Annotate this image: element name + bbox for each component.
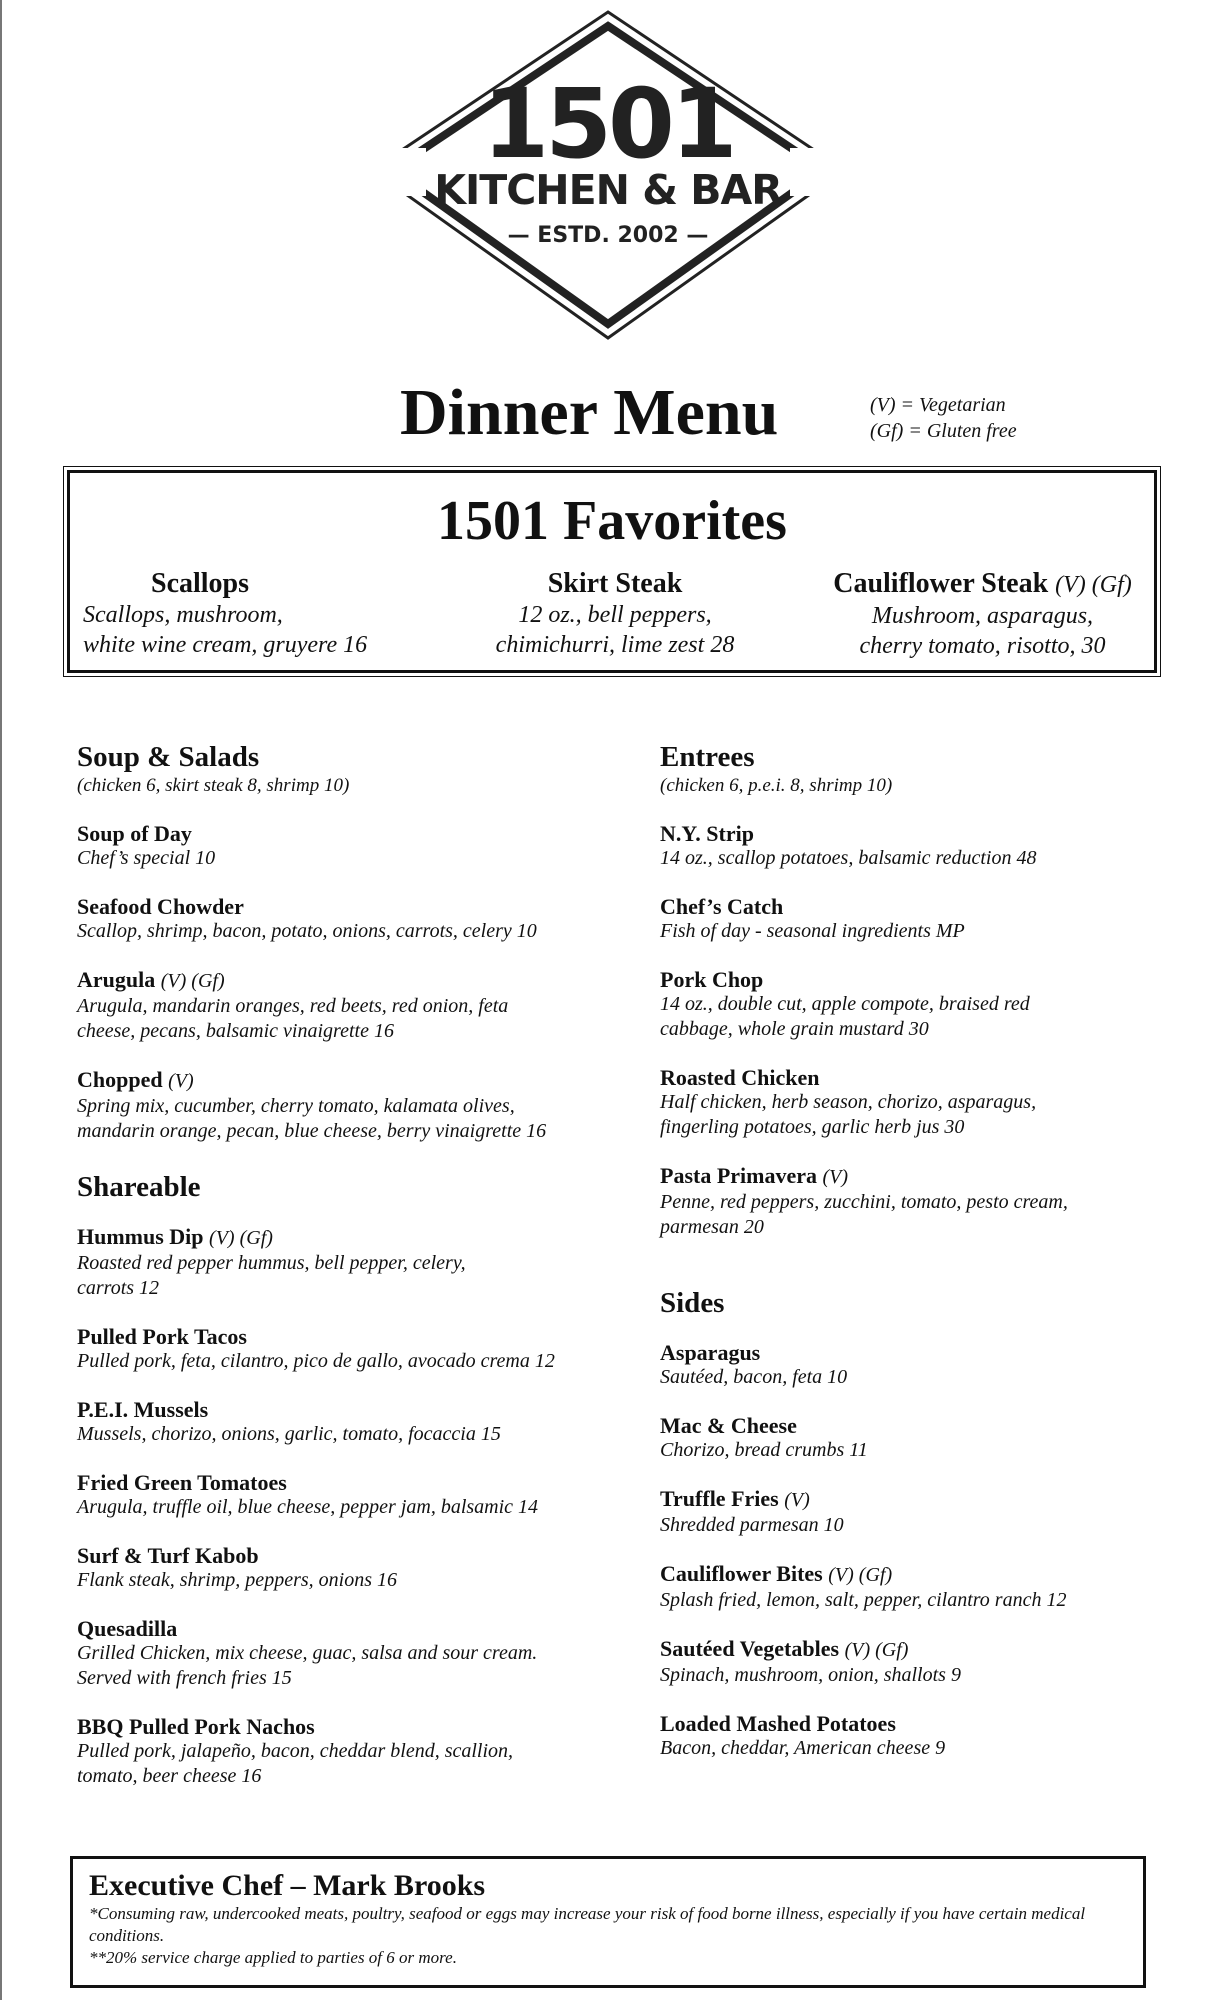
favorite-desc-line: white wine cream, gruyere 16 [83,632,368,658]
item-desc: Half chicken, herb season, chorizo, asparagus, [660,1091,1037,1113]
item-name: Surf & Turf Kabob [77,1543,259,1568]
item-name: Hummus Dip [77,1224,204,1249]
menu-item [77,1470,627,1520]
favorite-name: Scallops [151,568,250,599]
item-name: Fried Green Tomatoes [77,1470,287,1495]
item-name: Arugula [77,967,156,992]
section-title: Entrees [660,741,755,773]
favorite-item [815,568,1150,661]
item-desc: mandarin orange, pecan, blue cheese, berry vinaigrette 16 [77,1120,547,1142]
item-name: Cauliflower Bites [660,1561,823,1586]
item-name: Sautéed Vegetables [660,1636,840,1661]
item-name: Loaded Mashed Potatoes [660,1711,896,1736]
section-title: Sides [660,1287,725,1319]
item-desc: 14 oz., double cut, apple compote, braised red [660,993,1030,1015]
item-desc: Spring mix, cucumber, cherry tomato, kalamata olives, [77,1095,515,1117]
dietary-tags: (V) [822,1166,849,1188]
item-name: Mac & Cheese [660,1413,797,1438]
menu-item [77,1714,627,1789]
dietary-tags: (V) [168,1070,194,1092]
page-edge [0,0,2,2000]
section-entrees [660,740,1200,1240]
item-name: Quesadilla [77,1616,178,1641]
menu-item [77,1616,627,1691]
left-menu-column [77,740,627,1789]
menu-item [77,1397,627,1447]
item-desc: Chorizo, bread crumbs 11 [660,1439,868,1461]
item-name: Pulled Pork Tacos [77,1324,247,1349]
favorite-desc-line: Mushroom, asparagus, [871,603,1094,629]
executive-chef: Executive Chef – Mark Brooks [89,1869,486,1902]
menu-item [77,1224,627,1301]
favorites-box [67,470,1157,673]
item-desc: Pulled pork, feta, cilantro, pico de gallo, avocado crema 12 [77,1350,555,1372]
section-soup-salads [77,740,627,1144]
favorite-name-row [815,568,1150,601]
favorite-desc-line: Scallops, mushroom, [83,602,283,628]
item-name: Asparagus [660,1340,761,1365]
item-name: N.Y. Strip [660,821,754,846]
item-name-row [660,1486,1200,1513]
item-desc: Penne, red peppers, zucchini, tomato, pesto cream, [660,1191,1068,1213]
section-title: Soup & Salads [77,741,260,773]
item-desc: Spinach, mushroom, onion, shallots 9 [660,1664,961,1686]
menu-item [660,1413,1200,1463]
item-desc: Sautéed, bacon, feta 10 [660,1366,848,1388]
legend-gluten-free: (Gf) = Gluten free [870,420,1017,442]
item-name: Soup of Day [77,821,192,846]
logo-established: — ESTD. 2002 — [507,223,709,248]
menu-item [660,821,1200,871]
section-sides [660,1286,1200,1761]
item-name: Seafood Chowder [77,894,244,919]
item-name: Pasta Primavera [660,1163,817,1188]
dietary-tags: (V) (Gf) [828,1564,893,1586]
menu-item [660,894,1200,944]
restaurant-logo [368,10,848,340]
item-desc: Bacon, cheddar, American cheese 9 [660,1737,946,1759]
dietary-legend [870,392,1017,444]
legend-vegetarian: (V) = Vegetarian [870,394,1006,416]
footer-box [70,1856,1146,1988]
menu-item [660,1486,1200,1538]
item-name-row [77,1224,627,1251]
menu-item [77,821,627,871]
service-charge-note: **20% service charge applied to parties of 6 or more. [89,1948,457,1967]
item-desc: Grilled Chicken, mix cheese, guac, salsa and sour cream. [77,1642,538,1664]
item-desc: cheese, pecans, balsamic vinaigrette 16 [77,1020,394,1042]
section-title: Shareable [77,1171,201,1203]
logo-name: KITCHEN & BAR [434,166,782,214]
item-name-row [660,1561,1200,1588]
right-menu-column [660,740,1200,1761]
menu-item [77,1324,627,1374]
item-name: Chef’s Catch [660,894,784,919]
health-warning: *Consuming raw, undercooked meats, poultry, seafood or eggs may increase your risk of food borne illness, especially if you have certain medical conditions. [89,1904,1086,1945]
item-desc: parmesan 20 [660,1216,764,1238]
item-desc: 14 oz., scallop potatoes, balsamic reduction 48 [660,847,1037,869]
menu-item [660,1561,1200,1613]
item-name: Roasted Chicken [660,1065,820,1090]
item-desc: Shredded parmesan 10 [660,1514,844,1536]
item-name: Pork Chop [660,967,764,992]
section-shareable [77,1170,627,1789]
item-name: Chopped [77,1067,163,1092]
menu-item [660,1340,1200,1390]
logo-number: 1501 [482,68,734,180]
menu-item [77,894,627,944]
dietary-tags: (V) (Gf) [844,1639,909,1661]
favorite-item [83,568,423,660]
favorite-desc-line: cherry tomato, risotto, 30 [859,633,1106,659]
favorite-desc-line: chimichurri, lime zest 28 [495,632,735,658]
item-name: Truffle Fries [660,1486,779,1511]
menu-item [660,1065,1200,1140]
dietary-tags: (V) (Gf) [1055,572,1132,598]
favorite-name: Skirt Steak [547,568,683,599]
favorite-name: Cauliflower Steak [833,568,1049,599]
menu-title: Dinner Menu [400,376,779,449]
item-name-row [77,1067,627,1094]
item-desc: Roasted red pepper hummus, bell pepper, celery, [77,1252,466,1274]
item-desc: Arugula, truffle oil, blue cheese, pepper jam, balsamic 14 [77,1496,539,1518]
item-desc: carrots 12 [77,1277,160,1299]
item-desc: Flank steak, shrimp, peppers, onions 16 [77,1569,397,1591]
dietary-tags: (V) (Gf) [160,970,225,992]
menu-item [660,1163,1200,1240]
item-desc: Fish of day - seasonal ingredients MP [660,920,965,942]
favorite-desc-line: 12 oz., bell peppers, [518,602,712,628]
item-name-row [660,1163,1200,1190]
item-desc: Served with french fries 15 [77,1667,292,1689]
item-desc: Splash fried, lemon, salt, pepper, cilantro ranch 12 [660,1589,1067,1611]
favorite-item [450,568,780,660]
item-desc: Scallop, shrimp, bacon, potato, onions, carrots, celery 10 [77,920,537,942]
item-desc: Chef’s special 10 [77,847,216,869]
menu-item [77,1067,627,1144]
menu-item [77,1543,627,1593]
item-name-row [77,967,627,994]
menu-item [77,967,627,1044]
menu-item [660,967,1200,1042]
menu-item [660,1636,1200,1688]
section-note: (chicken 6, skirt steak 8, shrimp 10) [77,775,350,796]
dietary-tags: (V) [784,1489,810,1511]
item-name: BBQ Pulled Pork Nachos [77,1714,315,1739]
dietary-tags: (V) (Gf) [209,1227,273,1249]
item-desc: Mussels, chorizo, onions, garlic, tomato, focaccia 15 [77,1423,501,1445]
item-desc: tomato, beer cheese 16 [77,1765,262,1787]
menu-item [660,1711,1200,1761]
item-desc: cabbage, whole grain mustard 30 [660,1018,929,1040]
item-desc: Pulled pork, jalapeño, bacon, cheddar blend, scallion, [77,1740,514,1762]
item-name: P.E.I. Mussels [77,1397,209,1422]
item-desc: Arugula, mandarin oranges, red beets, red onion, feta [77,995,509,1017]
section-note: (chicken 6, p.e.i. 8, shrimp 10) [660,775,893,796]
favorites-title: 1501 Favorites [437,490,787,552]
item-name-row [660,1636,1200,1663]
item-desc: fingerling potatoes, garlic herb jus 30 [660,1116,965,1138]
